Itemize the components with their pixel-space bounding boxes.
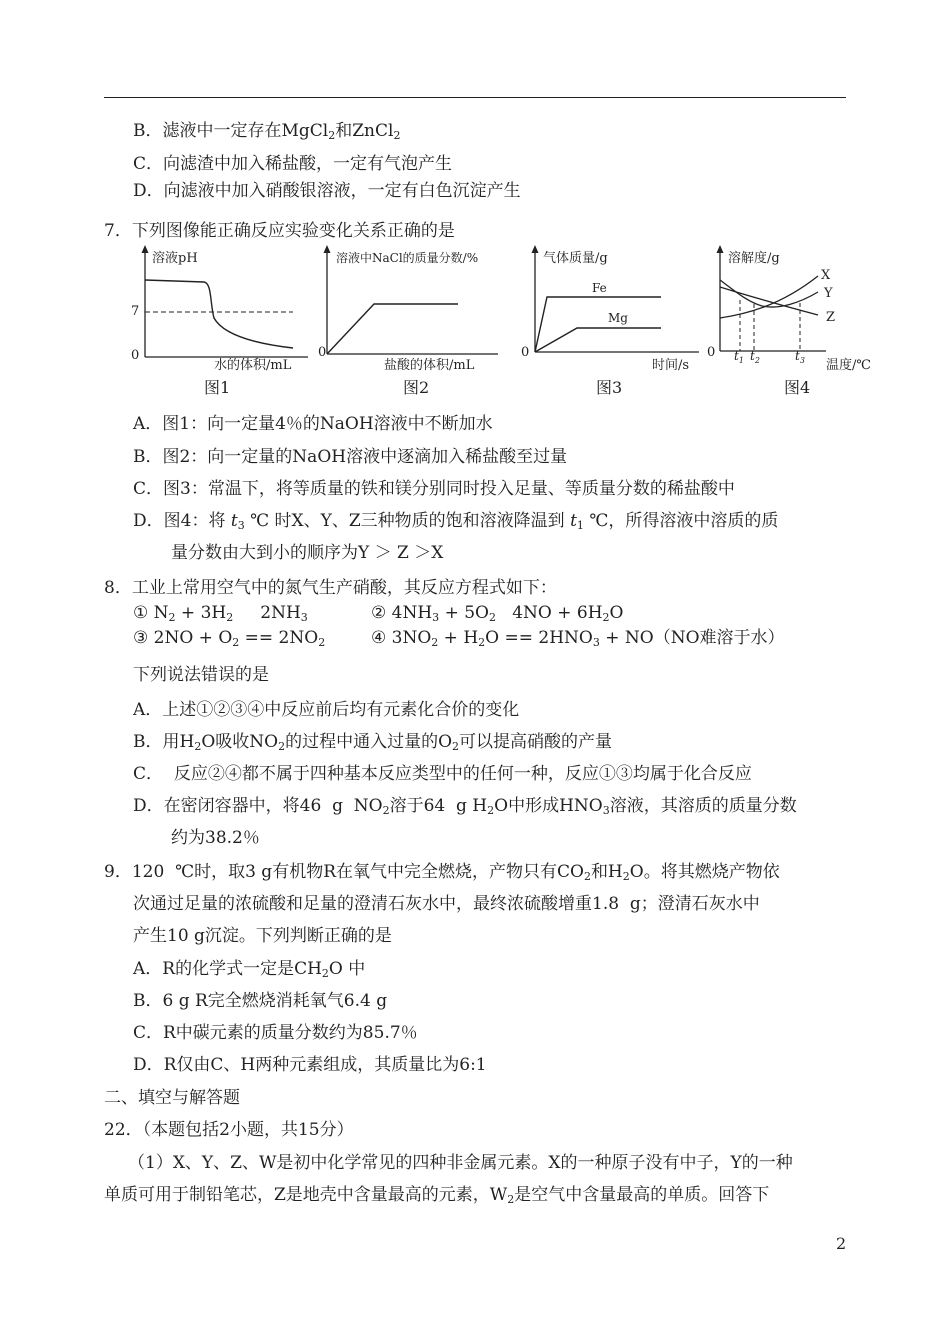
q9-stem-line2: 次通过足量的浓硫酸和足量的澄清石灰水中，最终浓硫酸增重1.8 g；澄清石灰水中: [133, 894, 760, 914]
fig3-ylabel: 气体质量/g: [543, 251, 608, 266]
q9-option-a: A．R的化学式一定是$CH_2O$ 中: [133, 959, 366, 980]
fig1-curve: [145, 280, 293, 348]
fig4-curve-y: [720, 280, 818, 307]
q8-equation-3: ③ $2NO + O_2 == 2NO_2$: [133, 628, 326, 649]
fig4-curve-z: [720, 287, 818, 315]
q8-equation-1: ① $N_2 + 3H_2$ $2NH_3$: [133, 603, 308, 624]
fig2-ylabel: 溶液中NaCl的质量分数/%: [336, 251, 479, 265]
fig4-xlabel: 温度/℃: [826, 358, 871, 373]
q7-option-b: B．图2：向一定量的NaOH溶液中逐滴加入稀盐酸至过量: [133, 447, 568, 467]
q9-option-c: C．R中碳元素的质量分数约为85.7％: [133, 1023, 418, 1043]
fig4-caption: 图4: [784, 378, 811, 397]
fig4-label-z: Z: [826, 310, 836, 325]
q7-stem: 7．下列图像能正确反应实验变化关系正确的是: [104, 221, 455, 241]
q8-option-a: A．上述①②③④中反应前后均有元素化合价的变化: [133, 700, 520, 720]
fig3-mg-curve: [535, 328, 661, 352]
fig1-ylabel: 溶液pH: [152, 251, 198, 266]
fig3-origin: 0: [521, 345, 530, 360]
q9-stem-line3: 产生10 g沉淀。下列判断正确的是: [133, 926, 392, 946]
figure-3: [519, 242, 704, 402]
fig4-t2: $t_2$: [750, 349, 760, 365]
q9-option-b: B．6 g R完全燃烧消耗氧气6.4 g: [133, 991, 388, 1011]
q8-option-d-line1: D．在密闭容器中，将46 g $NO_2$溶于64 g $H_2O$中形成$HNO_3$溶液，其溶质的质量分数: [133, 796, 797, 817]
fig4-origin: 0: [707, 345, 716, 360]
figure-1: [128, 242, 318, 402]
fig1-y-mark: 7: [131, 304, 140, 319]
q9-stem-line1: 9．120 ℃时，取3 g有机物R在氧气中完全燃烧，产物只有$CO_2$和$H_2O$。将其燃烧产物依: [104, 862, 780, 883]
q6-option-d: D．向滤液中加入硝酸银溶液，一定有白色沉淀产生: [133, 181, 521, 201]
fig2-origin: 0: [318, 345, 327, 360]
q22-paragraph-line2: 单质可用于制铅笔芯，Z是地壳中含量最高的元素，$W_2$是空气中含量最高的单质。回答下: [104, 1185, 770, 1206]
q9-option-d: D．R仅由C、H两种元素组成，其质量比为6:1: [133, 1055, 487, 1075]
q8-option-b: B．用$H_2O$吸收$NO_2$的过程中通入过量的$O_2$可以提高硝酸的产量: [133, 732, 613, 753]
q8-equation-2: ② $4NH_3 + 5O_2$ $4NO + 6H_2O$: [371, 603, 624, 624]
fig4-label-x: X: [821, 268, 831, 283]
fig1-xlabel: 水的体积/mL: [214, 358, 292, 373]
q8-option-c: C． 反应②④都不属于四种基本反应类型中的任何一种，反应①③均属于化合反应: [133, 764, 752, 784]
q22-paragraph-line1: （1）X、Y、Z、W是初中化学常见的四种非金属元素。X的一种原子没有中子，Y的一种: [128, 1153, 793, 1173]
q7-option-d-line1: D．图4：将 $t_3$ ℃ 时X、Y、Z三种物质的饱和溶液降温到 $t_1$ ℃，所得溶液中溶质的质: [133, 511, 779, 532]
q6-option-c: C．向滤渣中加入稀盐酸，一定有气泡产生: [133, 154, 453, 174]
q7-option-a: A．图1：向一定量4％的NaOH溶液中不断加水: [133, 414, 493, 434]
q8-option-d-line2: 约为38.2％: [171, 828, 260, 848]
fig4-label-y: Y: [824, 286, 833, 301]
q8-prompt: 下列说法错误的是: [133, 665, 269, 685]
q8-equation-4: ④ $3NO_2 + H_2O == 2HNO_3 + NO(NO$难溶于水）: [371, 628, 785, 649]
fig3-fe-curve: [535, 297, 661, 352]
header-rule: [104, 97, 846, 98]
fig4-ylabel: 溶解度/g: [728, 251, 780, 266]
fig3-mg-label: Mg: [608, 311, 628, 325]
fig3-fe-label: Fe: [592, 281, 607, 295]
figure-2: [316, 242, 516, 402]
q6-option-b: B．滤液中一定存在MgCl$_2$和ZnCl$_2$: [133, 121, 401, 142]
q22-header: 22．（本题包括2小题，共15分）: [104, 1120, 354, 1140]
q7-option-c: C．图3：常温下，将等质量的铁和镁分别同时投入足量、等质量分数的稀盐酸中: [133, 479, 735, 499]
fig2-xlabel: 盐酸的体积/mL: [384, 358, 475, 373]
fig4-t3: $t_3$: [795, 349, 805, 365]
q7-option-d-line2: 量分数由大到小的顺序为Y ＞ Z ＞X: [171, 543, 444, 563]
fig2-curve: [327, 304, 458, 354]
section-2-title: 二、填空与解答题: [104, 1088, 240, 1108]
fig2-caption: 图2: [403, 378, 430, 397]
fig1-caption: 图1: [204, 378, 231, 397]
fig3-xlabel: 时间/s: [652, 358, 690, 373]
page-number: 2: [836, 1234, 847, 1253]
q8-stem: 8．工业上常用空气中的氮气生产硝酸，其反应方程式如下：: [104, 578, 557, 598]
fig1-origin: 0: [131, 348, 140, 363]
fig3-caption: 图3: [596, 378, 623, 397]
figure-4: [706, 242, 886, 402]
fig4-t1: $t_1$: [734, 349, 744, 365]
